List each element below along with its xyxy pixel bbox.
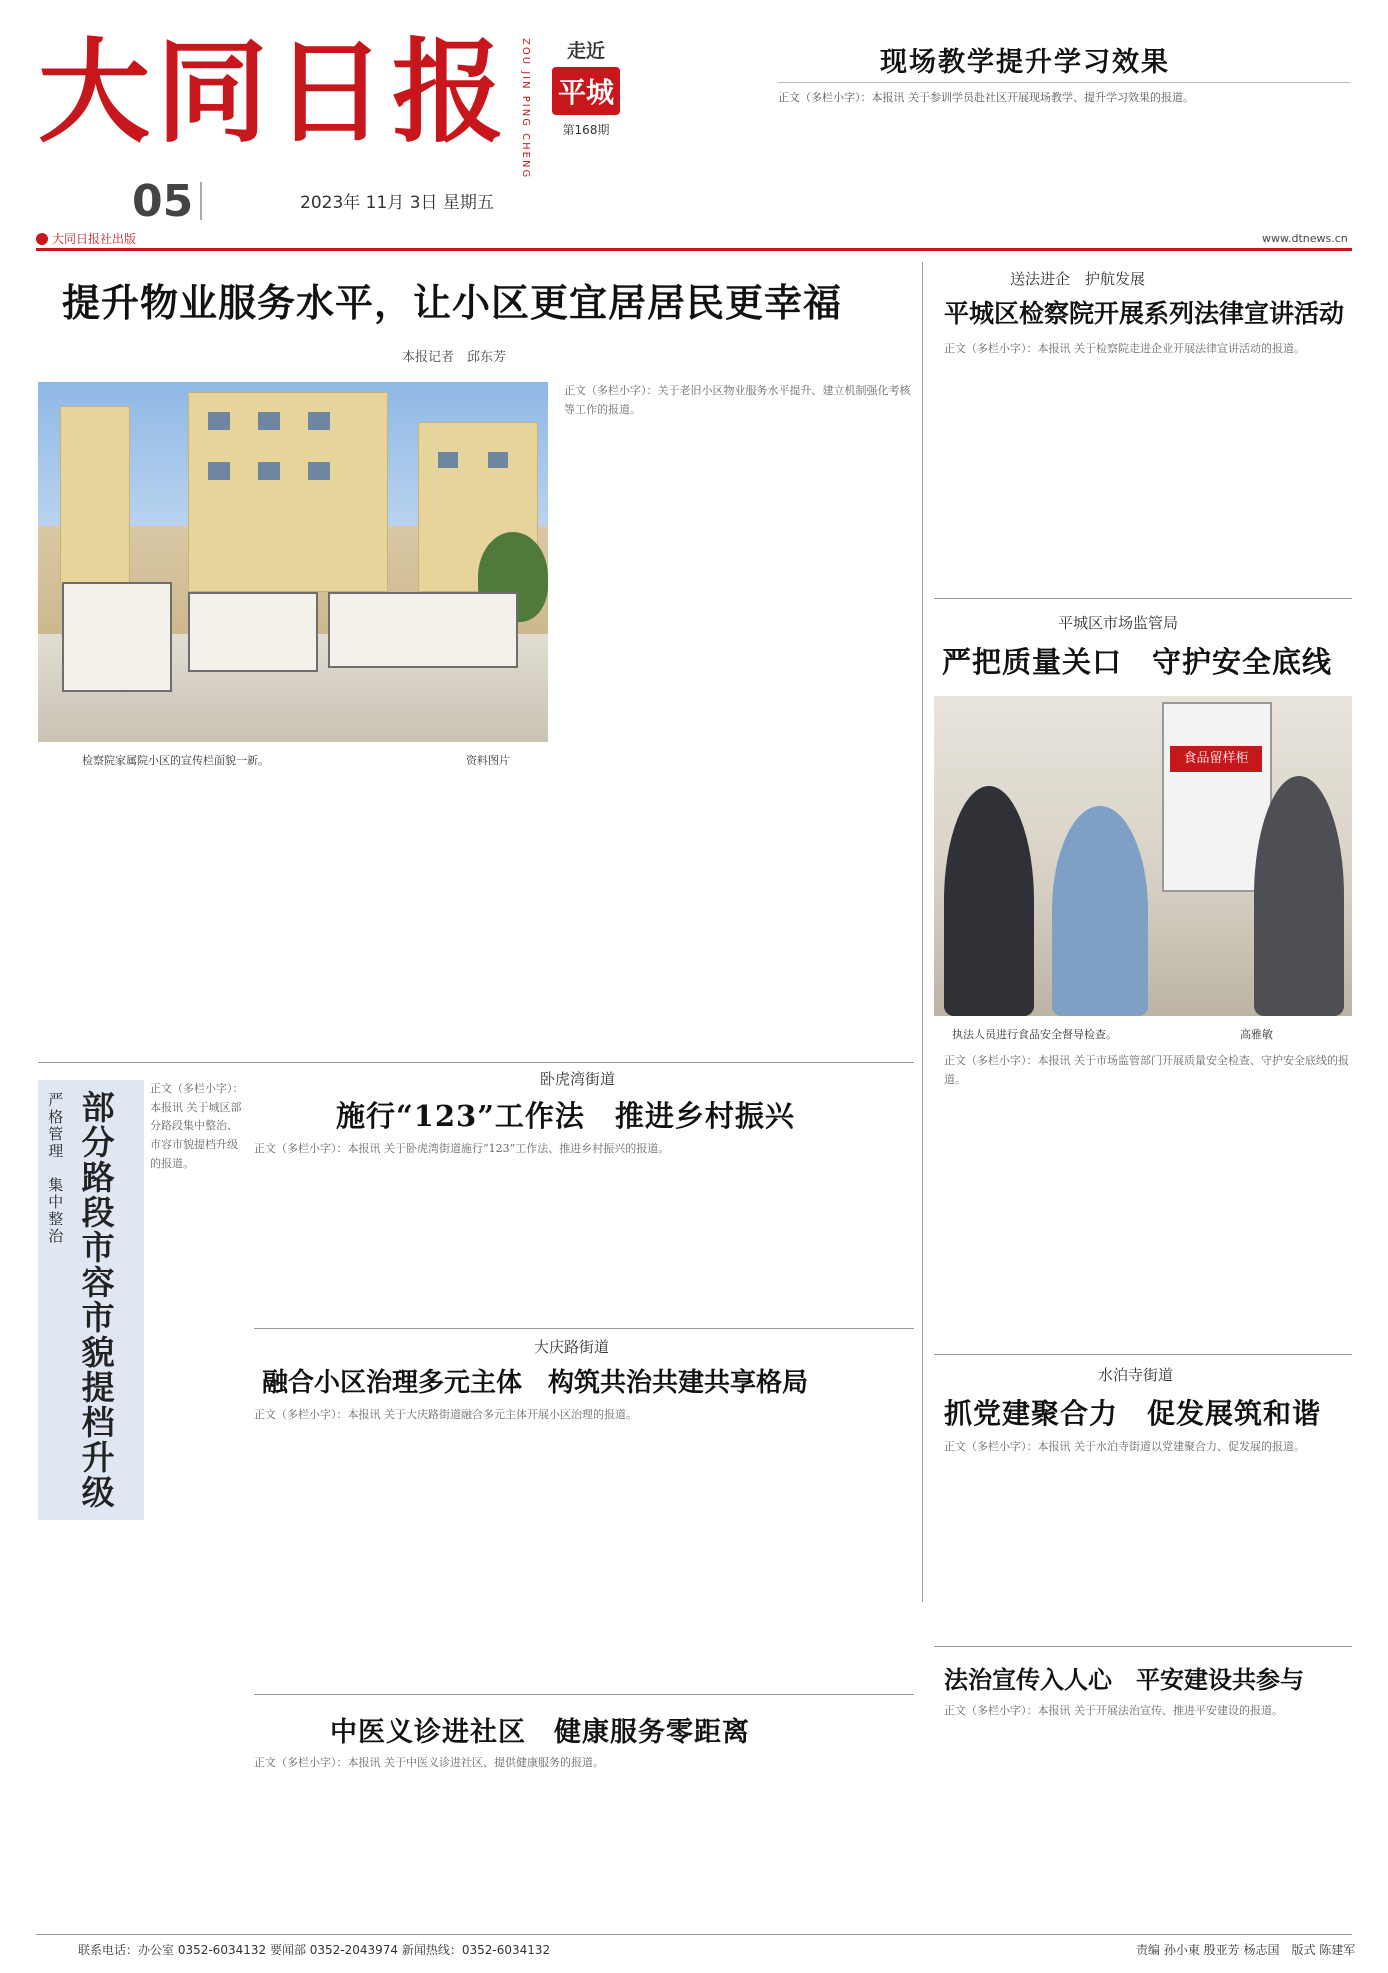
kicker-vertical: 严格管理 集中整治 xyxy=(46,1092,65,1245)
publisher xyxy=(36,230,136,247)
headline-daqing: 融合小区治理多元主体 构筑共治共建共享格局 xyxy=(262,1368,809,1398)
section-divider xyxy=(38,1062,914,1063)
body-vertical-continued xyxy=(38,1530,246,1730)
body-rule-of-law: 正文（多栏小字）：本报讯 关于开展法治宣传、推进平安建设的报道。 xyxy=(944,1704,1283,1717)
column-divider xyxy=(922,262,923,1602)
headline-market: 严把质量关口 守护安全底线 xyxy=(942,645,1333,679)
person xyxy=(1052,806,1148,1016)
publisher-label: 大同日报社出版 xyxy=(52,232,137,246)
header-rule xyxy=(36,248,1352,251)
window xyxy=(308,412,330,430)
photo-caption-market: 执法人员进行食品安全督导检查。 xyxy=(952,1028,1117,1041)
window xyxy=(208,462,230,480)
issue-number: 第168期 xyxy=(562,123,610,137)
byline-lead: 本报记者 邱东芳 xyxy=(402,350,507,365)
publisher-logo-icon xyxy=(36,233,48,245)
window xyxy=(438,452,458,468)
body-procuratorate: 正文（多栏小字）：本报讯 关于检察院走进企业开展法律宣讲活动的报道。 xyxy=(944,342,1305,355)
bulletin-board xyxy=(328,592,518,668)
section-divider xyxy=(934,1646,1352,1647)
website: www.dtnews.cn xyxy=(1262,232,1348,245)
kicker-procuratorate: 送法进企 护航发展 xyxy=(1010,270,1146,288)
footer-contacts: 联系电话：办公室 0352-6034132 要闻部 0352-2043974 新闻热线：0352-6034132 xyxy=(78,1943,551,1957)
window xyxy=(488,452,508,468)
headline-procuratorate: 平城区检察院开展系列法律宣讲活动 xyxy=(944,299,1345,328)
column-badge-small: 走近 xyxy=(566,40,605,62)
person xyxy=(1254,776,1344,1016)
window xyxy=(258,462,280,480)
kicker-shuibosi: 水泊寺街道 xyxy=(1098,1366,1174,1384)
page-number-divider xyxy=(200,182,202,220)
kicker-daqing: 大庆路街道 xyxy=(534,1338,610,1356)
bulletin-board xyxy=(188,592,318,672)
headline-top-right: 现场教学提升学习效果 xyxy=(880,47,1170,78)
bulletin-board xyxy=(62,582,172,692)
kicker-woshuiwan: 卧虎湾街道 xyxy=(540,1070,616,1088)
headline-woshuiwan: 施行“123”工作法 推进乡村振兴 xyxy=(336,1099,795,1133)
column-badge xyxy=(540,36,632,154)
body-top-right: 正文（多栏小字）：本报讯 关于参训学员赴社区开展现场教学、提升学习效果的报道。 xyxy=(778,82,1350,232)
body-shuibosi: 正文（多栏小字）：本报讯 关于水泊寺街道以党建聚合力、促发展的报道。 xyxy=(944,1440,1305,1453)
headline-lead: 提升物业服务水平，让小区更宜居居民更幸福 xyxy=(62,280,843,325)
photo-caption-lead: 检察院家属院小区的宣传栏面貌一新。 xyxy=(82,754,269,767)
photo-credit-lead: 资料图片 xyxy=(466,754,510,767)
footer-rule xyxy=(36,1934,1352,1935)
headline-tcm: 中医义诊进社区 健康服务零距离 xyxy=(330,1717,750,1748)
masthead xyxy=(38,28,558,158)
body-tcm: 正文（多栏小字）：本报讯 关于中医义诊进社区、提供健康服务的报道。 xyxy=(254,1756,604,1769)
building xyxy=(60,406,130,586)
body-woshuiwan: 正文（多栏小字）：本报讯 关于卧虎湾街道施行“123”工作法、推进乡村振兴的报道。 xyxy=(254,1142,670,1155)
kicker-market: 平城区市场监管局 xyxy=(1058,614,1179,632)
person xyxy=(944,786,1034,1016)
photo-bulletin-boards xyxy=(38,382,548,742)
date-line: 2023年 11月 3日 星期五 xyxy=(300,193,494,213)
body-vertical: 正文（多栏小字）：本报讯 关于城区部分路段集中整治、市容市貌提档升级的报道。 xyxy=(150,1082,244,1170)
headline-vertical: 部分路段市容市貌提档升级 xyxy=(76,1090,116,1510)
section-divider xyxy=(254,1328,914,1329)
vertical-headline-block xyxy=(38,1080,144,1520)
window xyxy=(208,412,230,430)
masthead-pinyin: ZOU JIN PING CHENG xyxy=(520,38,531,180)
headline-rule-of-law: 法治宣传入人心 平安建设共参与 xyxy=(944,1665,1304,1694)
photo-sign-text: 食品留样柜 xyxy=(1170,746,1262,772)
section-divider xyxy=(254,1694,914,1695)
photo-credit-market: 高雅敏 xyxy=(1240,1028,1273,1041)
window xyxy=(258,412,280,430)
headline-shuibosi: 抓党建聚合力 促发展筑和谐 xyxy=(944,1397,1322,1430)
window xyxy=(308,462,330,480)
body-daqing: 正文（多栏小字）：本报讯 关于大庆路街道融合多元主体开展小区治理的报道。 xyxy=(254,1408,637,1421)
section-divider xyxy=(934,598,1352,599)
body-lead: 正文（多栏小字）：关于老旧小区物业服务水平提升、建立机制强化考核等工作的报道。 xyxy=(564,384,911,416)
photo-inspection xyxy=(934,696,1352,1016)
column-badge-big: 平城 xyxy=(552,67,620,115)
body-market: 正文（多栏小字）：本报讯 关于市场监管部门开展质量安全检查、守护安全底线的报道。 xyxy=(944,1054,1349,1086)
page-number: 05 xyxy=(132,176,194,227)
section-divider xyxy=(934,1354,1352,1355)
masthead-title: 大同日报 xyxy=(38,27,510,158)
footer-editors: 责编 孙小東 殷亚芳 杨志国 版式 陈建军 xyxy=(1136,1943,1356,1957)
